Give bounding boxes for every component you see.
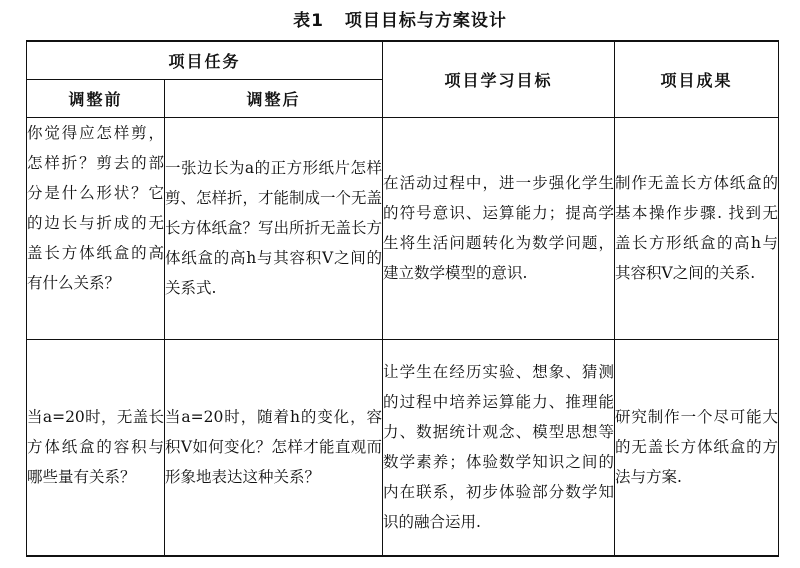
- table-caption: [0, 6, 800, 31]
- table-row: [27, 339, 779, 556]
- cell-goal: 在活动过程中，进一步强化学生的符号意识、运算能力；提高学生将生活问题转化为数学问题，建立数学模型的意识.: [383, 117, 615, 339]
- cell-after: 当a=20时，随着h的变化，容积V如何变化？怎样才能直观而形象地表达这种关系？: [165, 339, 383, 556]
- table-row: [27, 117, 779, 339]
- header-result: 项目成果: [615, 41, 779, 117]
- header-task: 项目任务: [27, 41, 383, 79]
- header-row-1: [27, 41, 779, 79]
- cell-result: 研究制作一个尽可能大的无盖长方体纸盒的方法与方案.: [615, 339, 779, 556]
- cell-after: 一张边长为a的正方形纸片怎样剪、怎样折，才能制成一个无盖长方体纸盒？写出所折无盖长方体纸盒的高h与其容积V之间的关系式.: [165, 117, 383, 339]
- header-after: 调整后: [165, 79, 383, 117]
- table-number: 表1: [293, 11, 324, 31]
- cell-before: 你觉得应怎样剪，怎样折？剪去的部分是什么形状？它的边长与折成的无盖长方体纸盒的高有什么关系？: [27, 117, 165, 339]
- header-before: 调整前: [27, 79, 165, 117]
- header-goal: 项目学习目标: [383, 41, 615, 117]
- cell-result: 制作无盖长方体纸盒的基本操作步骤. 找到无盖长方形纸盒的高h与其容积V之间的关系.: [615, 117, 779, 339]
- cell-before: 当a=20时，无盖长方体纸盒的容积与哪些量有关系？: [27, 339, 165, 556]
- cell-goal: 让学生在经历实验、想象、猜测的过程中培养运算能力、推理能力、数据统计观念、模型思想等数学素养；体验数学知识之间的内在联系，初步体验部分数学知识的融合运用.: [383, 339, 615, 556]
- table-title: 项目目标与方案设计: [344, 11, 507, 31]
- project-goals-table: [26, 40, 779, 557]
